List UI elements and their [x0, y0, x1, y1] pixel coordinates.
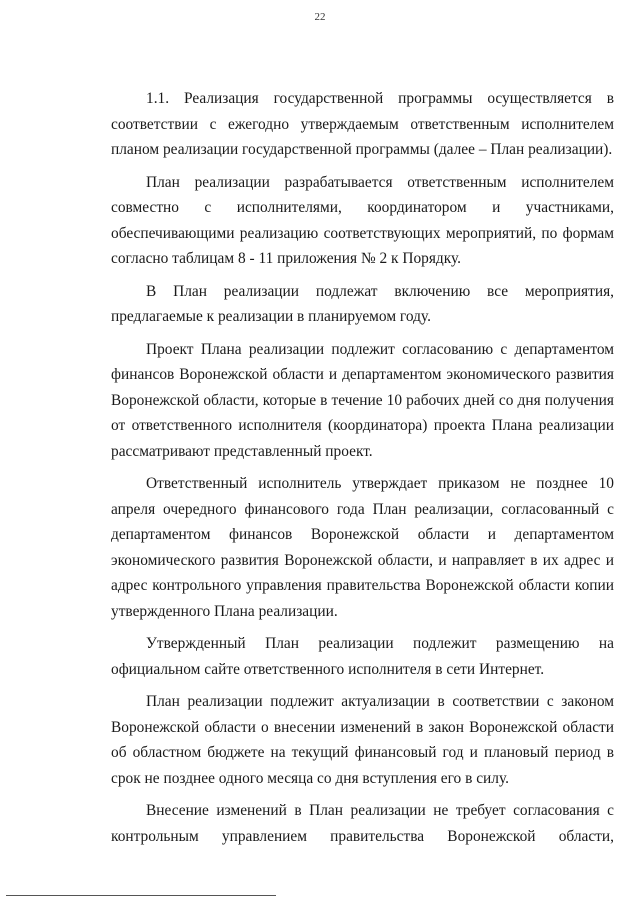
page-number: 22: [314, 11, 326, 23]
paragraph-2: План реализации разрабатывается ответственным исполнителем совместно с исполнителями, координатором и участниками, обеспечивающими реализацию соответствующих мероприятий, по формам согласно таблицам 8 - 11 приложения № 2 к Порядку.: [111, 173, 614, 267]
paragraph-6: Утвержденный План реализации подлежит размещению на официальном сайте ответственного исполнителя в сети Интернет.: [111, 635, 614, 678]
paragraph-5: Ответственный исполнитель утверждает приказом не позднее 10 апреля очередного финансового года План реализации, согласованный с департаментом финансов Воронежской области и департаментом экономического развития Воронежской области, и направляет в их адрес и адрес контрольного управления правительства Воронежской области копии утвержденного Плана реализации.: [111, 475, 614, 620]
document-body: [111, 86, 614, 856]
paragraph-8: Внесение изменений в План реализации не требует согласования с контрольным управлением правительства Воронежской области,: [111, 802, 614, 845]
footnote-separator: [6, 895, 276, 896]
paragraph-7: План реализации подлежит актуализации в соответствии с законом Воронежской области о внесении изменений в закон Воронежской области об областном бюджете на текущий финансовый год и плановый период в срок не позднее одного месяца со дня вступления его в силу.: [111, 693, 614, 787]
paragraph-4: Проект Плана реализации подлежит согласованию с департаментом финансов Воронежской области и департаментом экономического развития Воронежской области, которые в течение 10 рабочих дней со дня получения от ответственного исполнителя (координатора) проекта Плана реализации рассматривают представленный проект.: [111, 340, 614, 460]
paragraph-1: 1.1. Реализация государственной программы осуществляется в соответствии с ежегодно утверждаемым ответственным исполнителем планом реализации государственной программы (далее – План реализации).: [111, 90, 614, 158]
paragraph-3: В План реализации подлежат включению все мероприятия, предлагаемые к реализации в планируемом году.: [111, 282, 614, 325]
